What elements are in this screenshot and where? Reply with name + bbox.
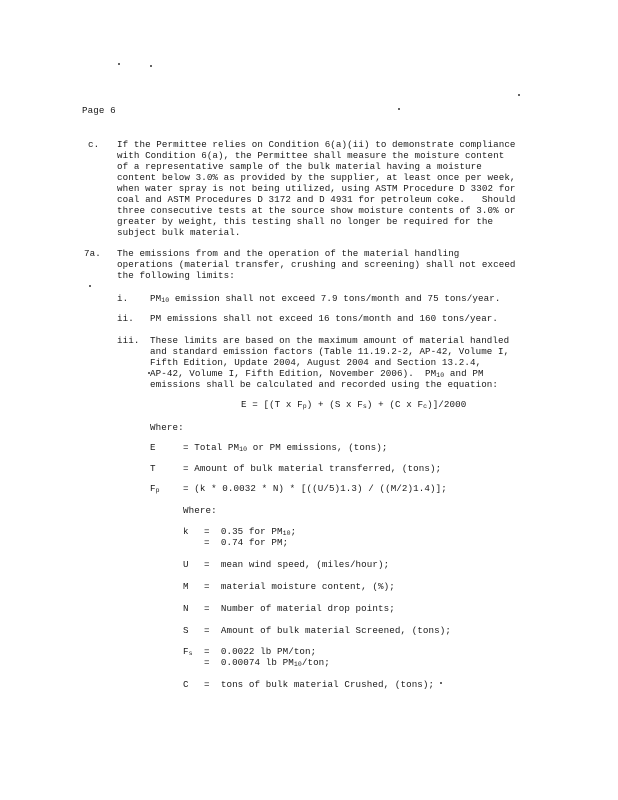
item-i-marker: i. <box>117 293 129 304</box>
subdef-k-pm: = 0.74 for PM; <box>204 537 289 548</box>
page-number: Page 6 <box>82 105 116 116</box>
item-iii-line: Fifth Edition, Update 2004, August 2004 and Section 13.2.4, <box>150 357 482 368</box>
def-e-text: = Total $PM_{10}$ or PM emissions, (tons); <box>183 442 388 453</box>
emission-equation: E = [(T x $F_p) + (S$ x $F_s) + (C$ x $F_c)]/2000$ <box>241 399 467 410</box>
section-7a-line: The emissions from and the operation of the material handling <box>117 248 460 259</box>
scan-speck <box>89 285 91 287</box>
subdef-n-text: = Number of material drop points; <box>204 603 395 614</box>
scan-speck <box>440 682 442 684</box>
section-7a-marker: 7a. <box>84 248 101 259</box>
subdef-s-text: = Amount of bulk material Screened, (tons); <box>204 625 451 636</box>
subdef-symbol-n: N <box>183 603 189 614</box>
section-c-line: when water spray is not being utilized, using ASTM Procedure D 3302 for <box>117 183 516 194</box>
subdef-symbol-m: M <box>183 581 189 592</box>
subdef-fs-pm: = 0.0022 lb PM/ton; <box>204 646 317 657</box>
item-iii-line: and standard emission factors (Table 11.19.2-2, AP-42, Volume I, <box>150 346 510 357</box>
item-i-text: $PM_{10}$ emission shall not exceed 7.9 tons/month and 75 tons/year. <box>150 293 501 304</box>
subdef-symbol-fs: $F_s$ <box>183 646 193 657</box>
subdef-c-text: = tons of bulk material Crushed, (tons); <box>204 679 435 690</box>
section-c-line: If the Permittee relies on Condition 6(a)(ii) to demonstrate compliance <box>117 139 516 150</box>
scan-speck <box>518 94 520 96</box>
where-label: Where: <box>150 422 184 433</box>
subdef-symbol-s: S <box>183 625 189 636</box>
item-iii-line: AP-42, Volume I, Fifth Edition, November 2006). $PM_{10}$ and PM <box>150 368 484 379</box>
section-c-line: subject bulk material. <box>117 227 241 238</box>
subdef-k-pm10: = 0.35 for $PM_{10}$; <box>204 526 297 537</box>
subdef-fs-pm10: = 0.00074 lb $PM_{10}$/ton; <box>204 657 330 668</box>
item-iii-line: These limits are based on the maximum amount of material handled <box>150 335 510 346</box>
subdef-symbol-c: C <box>183 679 189 690</box>
def-symbol-t: T <box>150 463 156 474</box>
scan-speck <box>398 108 400 110</box>
subdef-u-text: = mean wind speed, (miles/hour); <box>204 559 390 570</box>
def-symbol-e: E <box>150 442 156 453</box>
section-c-line: three consecutive tests at the source show moisture contents of 3.0% or <box>117 205 516 216</box>
def-t-text: = Amount of bulk material transferred, (tons); <box>183 463 442 474</box>
scan-speck <box>150 65 152 67</box>
section-7a-line: operations (material transfer, crushing and screening) shall not exceed <box>117 259 516 270</box>
section-c-line: with Condition 6(a), the Permittee shall measure the moisture content <box>117 150 505 161</box>
def-symbol-fp: $F_p$ <box>150 483 160 494</box>
section-c-line: content below 3.0% as provided by the supplier, at least once per week, <box>117 172 516 183</box>
scan-speck <box>118 63 120 65</box>
section-c-line: greater by weight, this testing shall no longer be required for the <box>117 216 494 227</box>
section-7a-line: the following limits: <box>117 270 235 281</box>
item-ii-text: PM emissions shall not exceed 16 tons/month and 160 tons/year. <box>150 313 499 324</box>
item-ii-marker: ii. <box>117 313 134 324</box>
item-iii-marker: iii. <box>117 335 140 346</box>
item-iii-line: emissions shall be calculated and recorded using the equation: <box>150 379 499 390</box>
def-fp-text: = (k * 0.0032 * N) * [((U/5)1.3) / ((M/2)1.4)]; <box>183 483 447 494</box>
where-label-2: Where: <box>183 505 217 516</box>
subdef-symbol-k: k <box>183 526 189 537</box>
section-c-line: of a representative sample of the bulk material having a moisture <box>117 161 482 172</box>
section-c-line: coal and ASTM Procedures D 3172 and D 4931 for petroleum coke. Should <box>117 194 516 205</box>
subdef-symbol-u: U <box>183 559 189 570</box>
section-c-marker: c. <box>88 139 100 150</box>
subdef-m-text: = material moisture content, (%); <box>204 581 395 592</box>
